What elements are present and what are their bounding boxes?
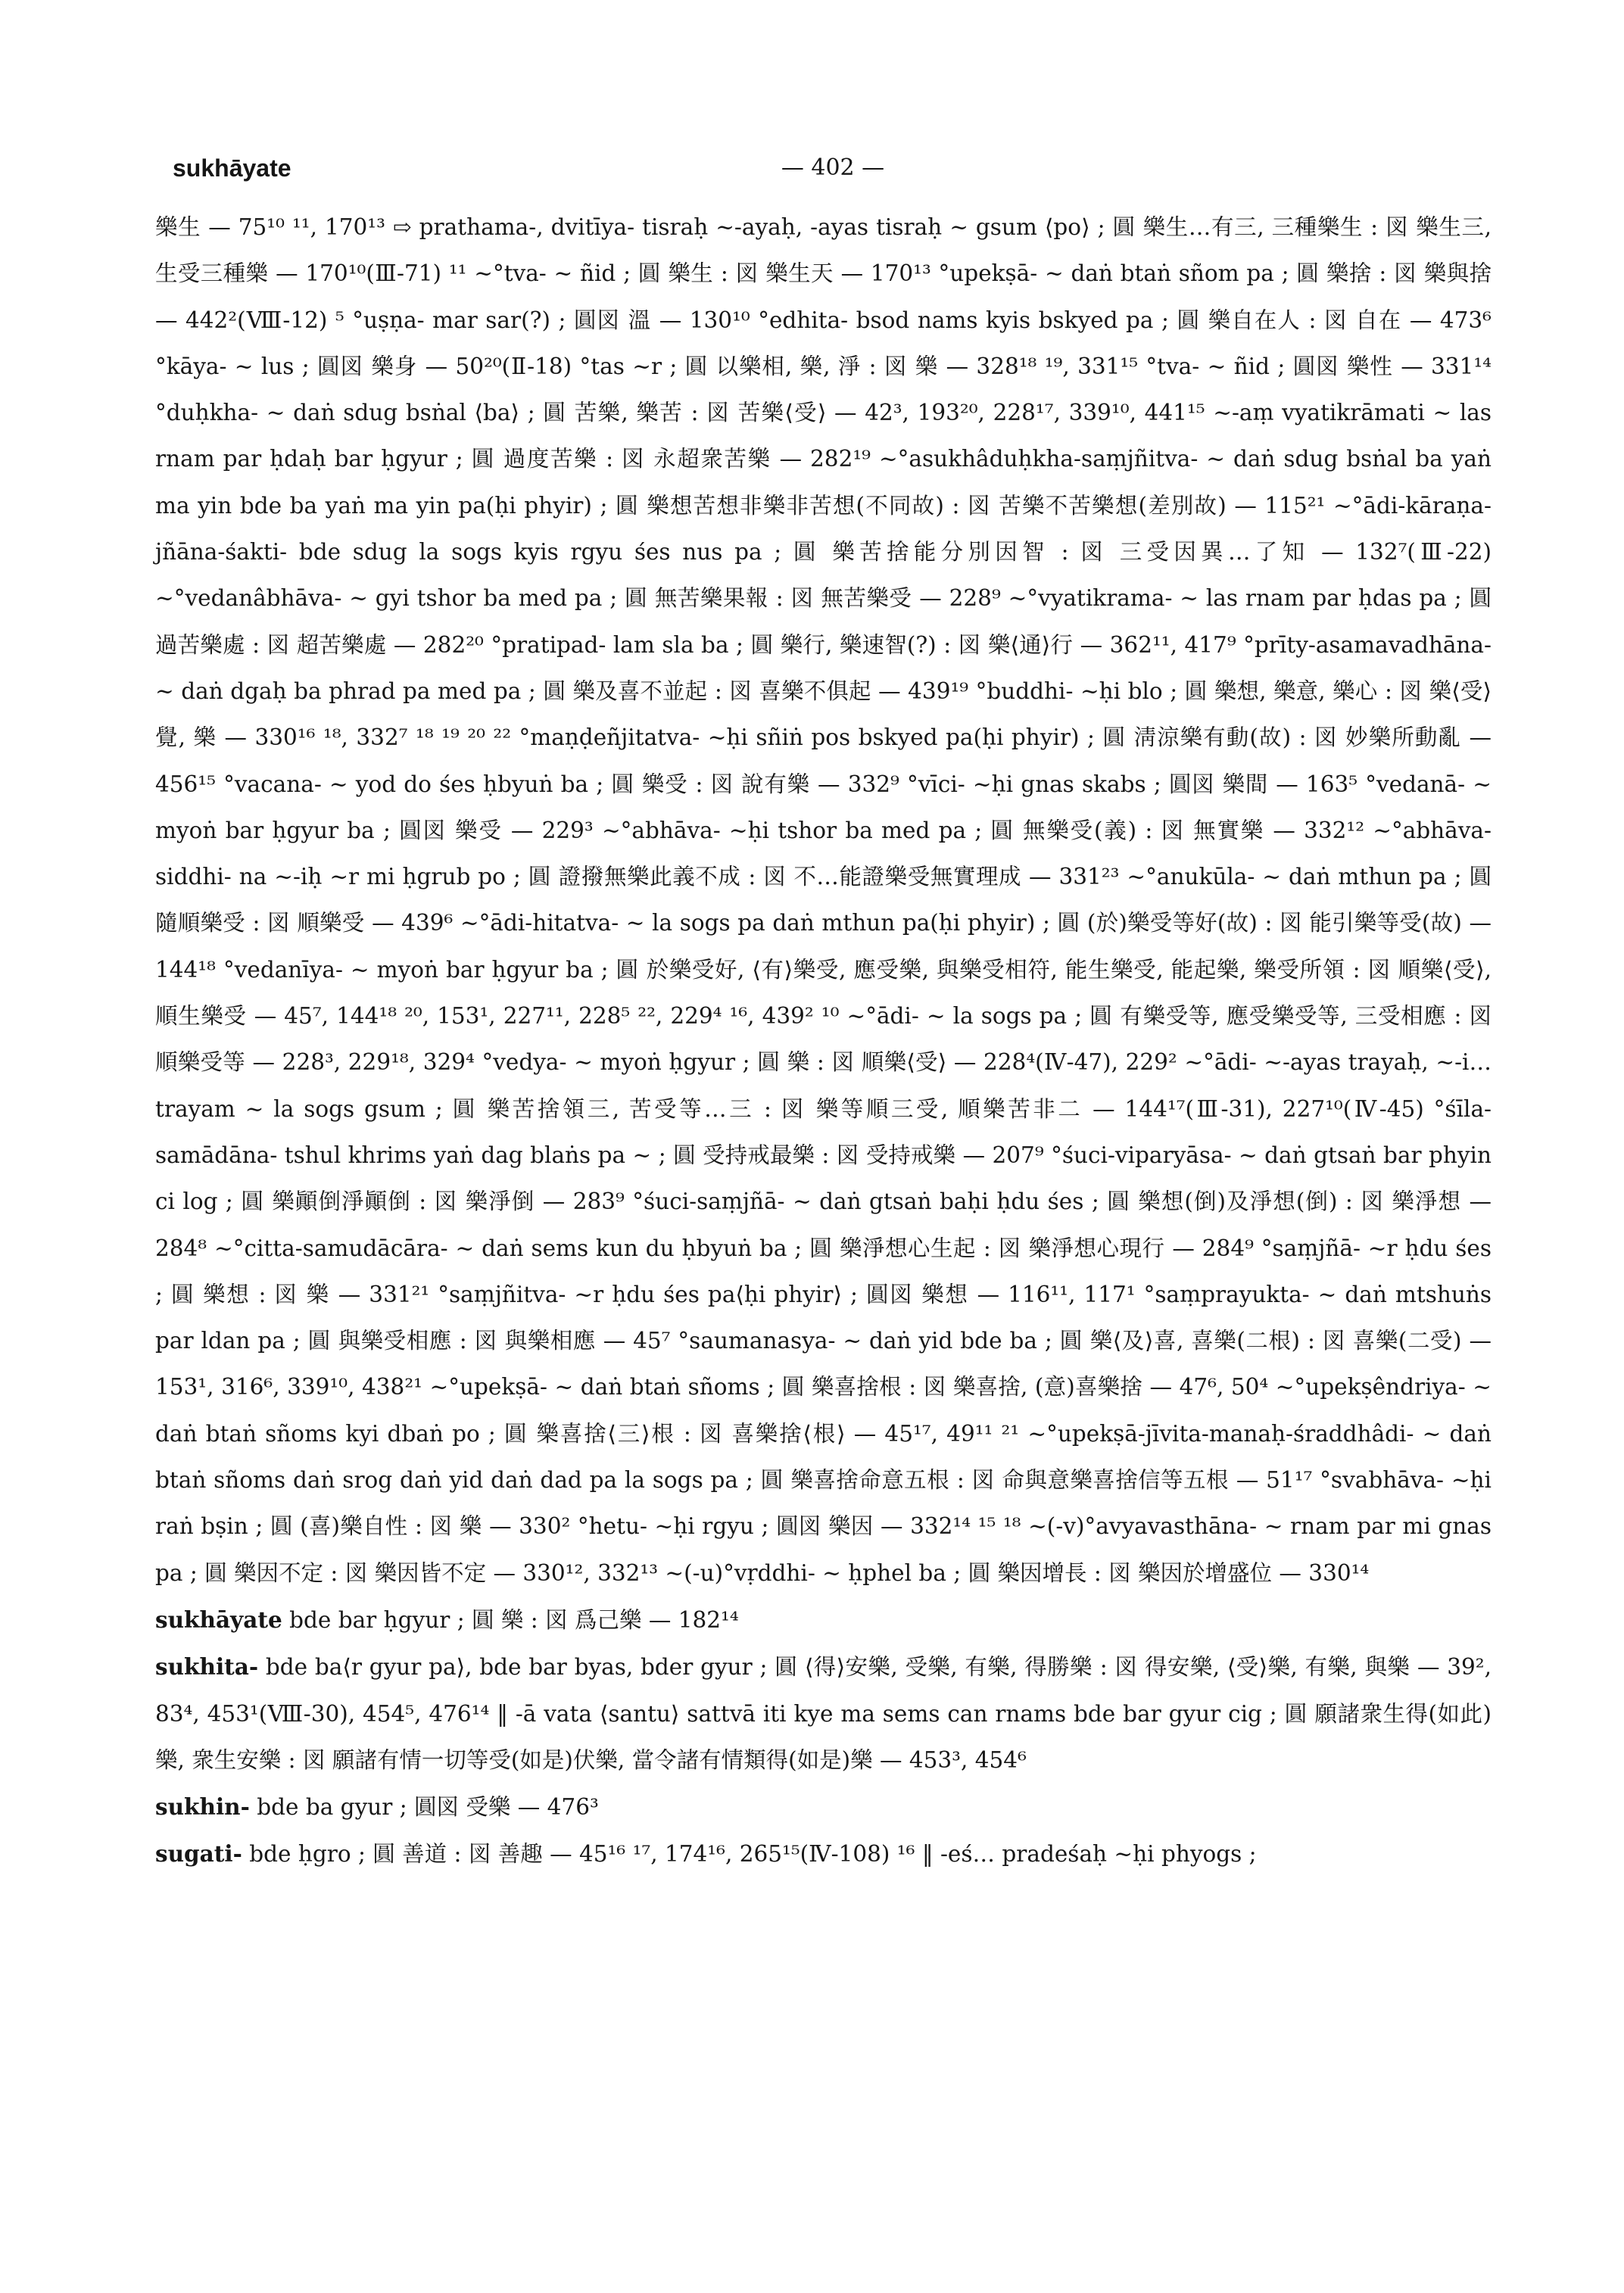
entry-sukhayate	[155, 1597, 1492, 1643]
entry-headword: sukhāyate	[155, 1606, 282, 1633]
entry-headword: sukhita-	[155, 1653, 259, 1681]
entry-sugati	[155, 1830, 1492, 1877]
entry-headword: sukhin-	[155, 1793, 250, 1821]
entry-text: bde bar ḥgyur ; 圓 樂 : 図 爲己樂 — 182¹⁴	[289, 1606, 739, 1633]
entry-sukhin	[155, 1784, 1492, 1830]
entry-text: 樂生 — 75¹⁰ ¹¹, 170¹³ ⇨ prathama-, dvitīya- tisraḥ ~-ayaḥ, -ayas tisraḥ ~ gsum ⟨po⟩ ; 圓 樂生…有三, 三種樂生 : 図 樂生三, 生受三種樂 — 170¹⁰(Ⅲ-71) ¹¹ ~°tva- ~ ñid ; 圓 樂生 : 図 樂生天 — 170¹³ °upekṣā- ~ daṅ btaṅ sñom pa ; 圓 樂捨 : 図 樂與捨 — 442²(Ⅷ-12) ⁵ °uṣṇa- mar sar(?) ; 圓図 溫 — 130¹⁰ °edhita- bsod nams kyis bskyed pa ; 圓 樂自在人 : 図 自在 — 473⁶ °kāya- ~ lus ; 圓図 樂身 — 50²⁰(Ⅱ-18) °tas ~r ; 圓 以樂相, 樂, 淨 : 図 樂 — 328¹⁸ ¹⁹, 331¹⁵ °tva- ~ ñid ; 圓図 樂性 — 331¹⁴ °duḥkha- ~ daṅ sdug bsṅal ⟨ba⟩ ; 圓 苦樂, 樂苦 : 図 苦樂⟨受⟩ — 42³, 193²⁰, 228¹⁷, 339¹⁰, 441¹⁵ ~-aṃ vyatikrāmati ~ las rnam par ḥdaḥ bar ḥgyur ; 圓 過度苦樂 : 図 永超衆苦樂 — 282¹⁹ ~°asukhâduḥkha-saṃjñitva- ~ daṅ sdug bsṅal ba yaṅ ma yin bde ba yaṅ ma yin pa(ḥi phyir) ; 圓 樂想苦想非樂非苦想(不同故) : 図 苦樂不苦樂想(差別故) — 115²¹ ~°ādi-kāraṇa-jñāna-śakti- bde sdug la sogs kyis rgyu śes nus pa ; 圓 樂苦捨能分別因智 : 図 三受因異…了知 — 132⁷(Ⅲ-22) ~°vedanâbhāva- ~ gyi tshor ba med pa ; 圓 無苦樂果報 : 図 無苦樂受 — 228⁹ ~°vyatikrama- ~ las rnam par ḥdas pa ; 圓 過苦樂處 : 図 超苦樂處 — 282²⁰ °pratipad- lam sla ba ; 圓 樂行, 樂速智(?) : 図 樂⟨通⟩行 — 362¹¹, 417⁹ °prīty-asamavadhāna- ~ daṅ dgaḥ ba phrad pa med pa ; 圓 樂及喜不並起 : 図 喜樂不俱起 — 439¹⁹ °buddhi- ~ḥi blo ; 圓 樂想, 樂意, 樂心 : 図 樂⟨受⟩覺, 樂 — 330¹⁶ ¹⁸, 332⁷ ¹⁸ ¹⁹ ²⁰ ²² °maṇḍeñjitatva- ~ḥi sñiṅ pos bskyed pa(ḥi phyir) ; 圓 淸涼樂有動(故) : 図 妙樂所動亂 — 456¹⁵ °vacana- ~ yod do śes ḥbyuṅ ba ; 圓 樂受 : 図 說有樂 — 332⁹ °vīci- ~ḥi gnas skabs ; 圓図 樂間 — 163⁵ °vedanā- ~ myoṅ bar ḥgyur ba ; 圓図 樂受 — 229³ ~°abhāva- ~ḥi tshor ba med pa ; 圓 無樂受(義) : 図 無實樂 — 332¹² ~°abhāva-siddhi- na ~-iḥ ~r mi ḥgrub po ; 圓 證撥無樂此義不成 : 図 不…能證樂受無實理成 — 331²³ ~°anukūla- ~ daṅ mthun pa ; 圓 隨順樂受 : 図 順樂受 — 439⁶ ~°ādi-hitatva- ~ la sogs pa daṅ mthun pa(ḥi phyir) ; 圓 (於)樂受等好(故) : 図 能引樂等受(故) — 144¹⁸ °vedanīya- ~ myoṅ bar ḥgyur ba ; 圓 於樂受好, ⟨有⟩樂受, 應受樂, 與樂受相符, 能生樂受, 能起樂, 樂受所領 : 図 順樂⟨受⟩, 順生樂受 — 45⁷, 144¹⁸ ²⁰, 153¹, 227¹¹, 228⁵ ²², 229⁴ ¹⁶, 439² ¹⁰ ~°ādi- ~ la sogs pa ; 圓 有樂受等, 應受樂受等, 三受相應 : 図 順樂受等 — 228³, 229¹⁸, 329⁴ °vedya- ~ myoṅ ḥgyur ; 圓 樂 : 図 順樂⟨受⟩ — 228⁴(Ⅳ-47), 229² ~°ādi- ~-ayas trayaḥ, ~-i… trayam ~ la sogs gsum ; 圓 樂苦捨領三, 苦受等…三 : 図 樂等順三受, 順樂苦非二 — 144¹⁷(Ⅲ-31), 227¹⁰(Ⅳ-45) °śīla-samādāna- tshul khrims yaṅ dag blaṅs pa ~ ; 圓 受持戒最樂 : 図 受持戒樂 — 207⁹ °śuci-viparyāsa- ~ daṅ gtsaṅ bar phyin ci log ; 圓 樂顚倒淨顚倒 : 図 樂淨倒 — 283⁹ °śuci-saṃjñā- ~ daṅ gtsaṅ baḥi ḥdu śes ; 圓 樂想(倒)及淨想(倒) : 図 樂淨想 — 284⁸ ~°citta-samudācāra- ~ daṅ sems kun du ḥbyuṅ ba ; 圓 樂淨想心生起 : 図 樂淨想心現行 — 284⁹ °saṃjñā- ~r ḥdu śes ; 圓 樂想 : 図 樂 — 331²¹ °saṃjñitva- ~r ḥdu śes pa⟨ḥi phyir⟩ ; 圓図 樂想 — 116¹¹, 117¹ °saṃprayukta- ~ daṅ mtshuṅs par ldan pa ; 圓 與樂受相應 : 図 與樂相應 — 45⁷ °saumanasya- ~ daṅ yid bde ba ; 圓 樂⟨及⟩喜, 喜樂(二根) : 図 喜樂(二受) — 153¹, 316⁶, 339¹⁰, 438²¹ ~°upekṣā- ~ daṅ btaṅ sñoms ; 圓 樂喜捨根 : 図 樂喜捨, (意)喜樂捨 — 47⁶, 50⁴ ~°upekṣêndriya- ~ daṅ btaṅ sñoms kyi dbaṅ po ; 圓 樂喜捨⟨三⟩根 : 図 喜樂捨⟨根⟩ — 45¹⁷, 49¹¹ ²¹ ~°upekṣā-jīvita-manaḥ-śraddhâdi- ~ daṅ btaṅ sñoms daṅ srog daṅ yid daṅ dad pa la sogs pa ; 圓 樂喜捨命意五根 : 図 命與意樂喜捨信等五根 — 51¹⁷ °svabhāva- ~ḥi raṅ bṣin ; 圓 (喜)樂自性 : 図 樂 — 330² °hetu- ~ḥi rgyu ; 圓図 樂因 — 332¹⁴ ¹⁵ ¹⁸ ~(-v)°avyavasthāna- ~ rnam par mi gnas pa ; 圓 樂因不定 : 図 樂因皆不定 — 330¹², 332¹³ ~(-u)°vṛddhi- ~ ḥphel ba ; 圓 樂因增長 : 図 樂因於增盛位 — 330¹⁴	[155, 214, 1492, 1586]
entry-text: bde ba gyur ; 圓図 受樂 — 476³	[257, 1794, 599, 1821]
entries-body	[155, 204, 1492, 1878]
running-headword: sukhāyate	[173, 154, 291, 182]
entry-text: bde ḥgro ; 圓 善道 : 図 善趣 — 45¹⁶ ¹⁷, 174¹⁶, 265¹⁵(Ⅳ-108) ¹⁶ ‖ -eś… pradeśaḥ ~ḥi phyogs ;	[249, 1841, 1257, 1868]
entry-sukhita	[155, 1643, 1492, 1784]
entry-continuation	[155, 204, 1492, 1597]
entry-text: bde ba⟨r gyur pa⟩, bde bar byas, bder gyur ; 圓 ⟨得⟩安樂, 受樂, 有樂, 得勝樂 : 図 得安樂, ⟨受⟩樂, 有樂, 與樂 — 39², 83⁴, 453¹(Ⅷ-30), 454⁵, 476¹⁴ ‖ -ā vata ⟨santu⟩ sattvā iti kye ma sems can rnams bde bar gyur cig ; 圓 願諸衆生得(如此)樂, 衆生安樂 : 図 願諸有情一切等受(如是)伏樂, 當令諸有情類得(如是)樂 — 453³, 454⁶	[155, 1654, 1492, 1773]
page-number: — 402 —	[781, 154, 885, 181]
entry-headword: sugati-	[155, 1840, 242, 1868]
